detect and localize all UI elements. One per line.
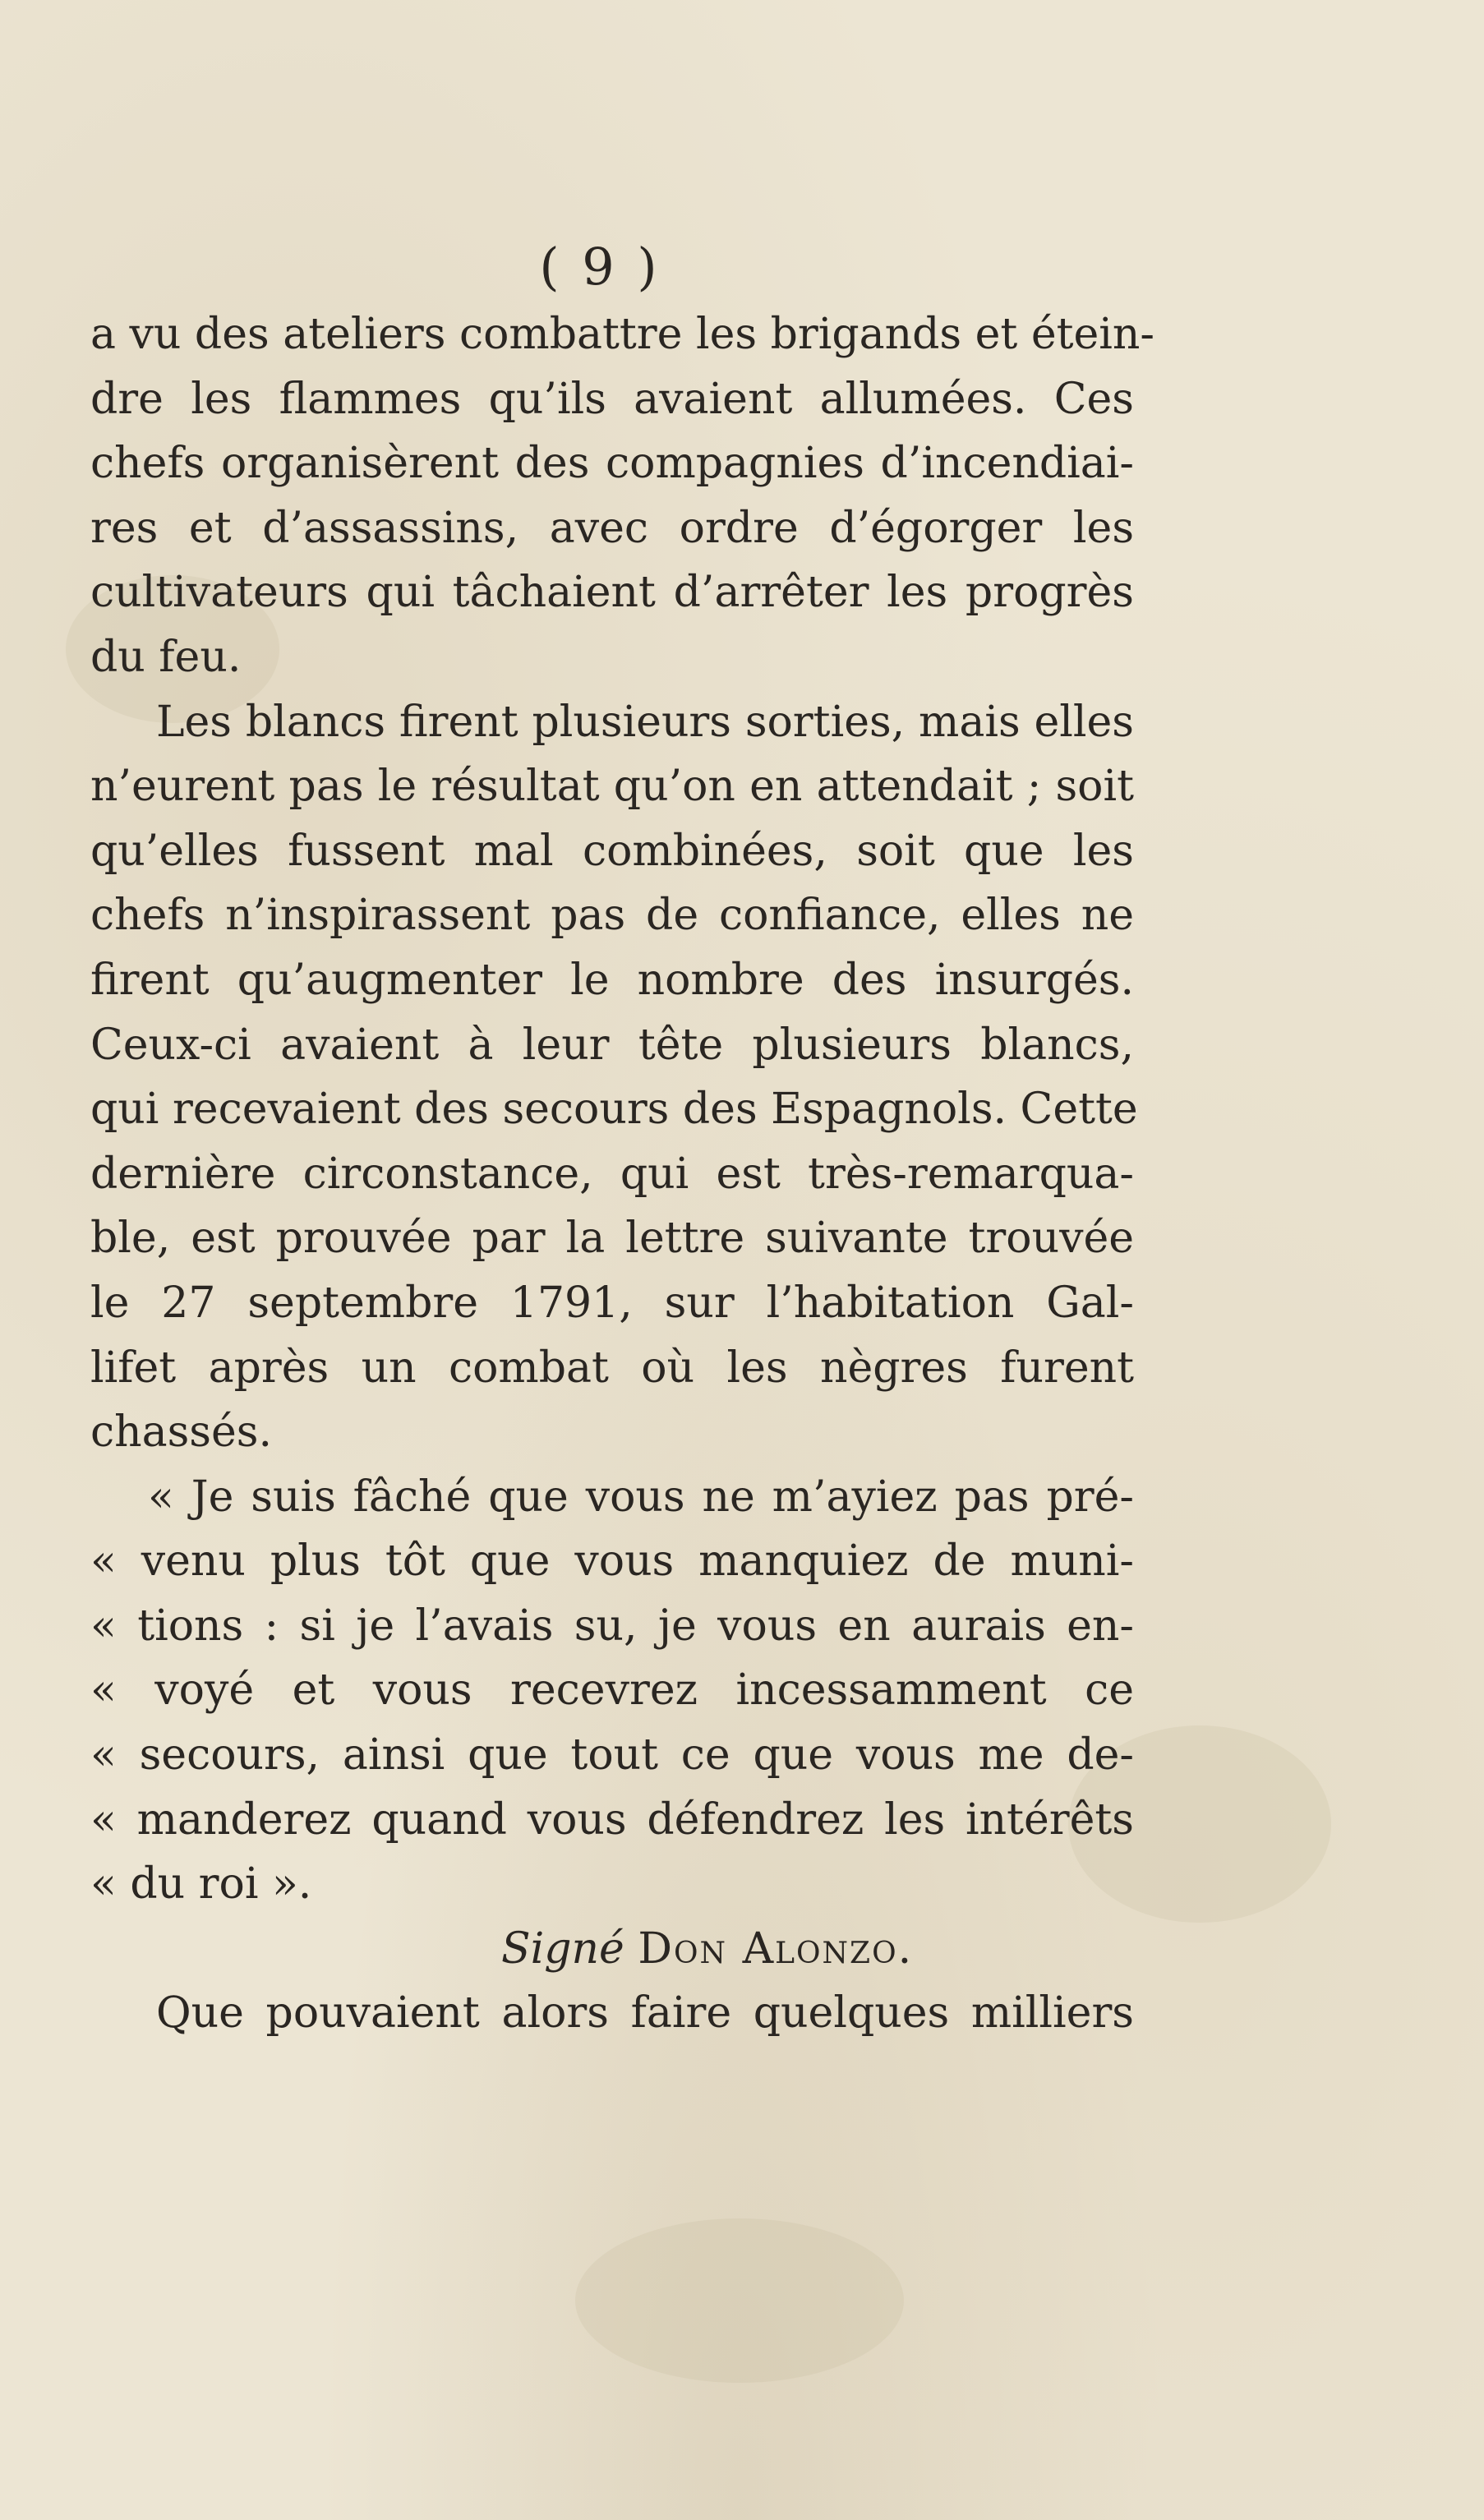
text-line: cultivateurs qui tâchaient d’arrêter les progrès [90,568,1134,618]
body-text [90,302,1154,2046]
letter-line: « du roi ». [90,1859,312,1910]
text-line: qu’elles fussent mal combinées, soit que les [90,826,1134,876]
text-line: chefs organisèrent des compagnies d’incendiai- [90,439,1134,489]
text-line: chassés. [90,1407,272,1458]
text-line: qui recevaient des secours des Espagnols. Cette [90,1085,1138,1135]
text-line: res et d’assassins, avec ordre d’égorger les [90,503,1134,553]
text-line: Que pouvaient alors faire quelques milliers [156,1988,1134,2039]
letter-line: « manderez quand vous défendrez les intérêts [90,1794,1134,1845]
letter-line: « voyé et vous recevrez incessamment ce [90,1665,1134,1716]
text-line: Ceux-ci avaient à leur tête plusieurs blancs, [90,1020,1134,1070]
letter-signature [90,1917,1134,1982]
paragraph-1 [90,302,1154,690]
text-line: du feu. [90,632,242,682]
text-line: a vu des ateliers combattre les brigands et étein- [90,310,1154,359]
text-line: dre les flammes qu’ils avaient allumées. Ces [90,374,1134,424]
text-line: firent qu’augmenter le nombre des insurgés. [90,955,1134,1005]
text-line: dernière circonstance, qui est très-remarqua- [90,1149,1134,1199]
text-line: chefs n’inspirassent pas de confiance, elles ne [90,891,1134,941]
text-line: ble, est prouvée par la lettre suivante trouvée [90,1214,1134,1264]
signer-name: Don Alonzo. [638,1923,914,1974]
letter-line: « venu plus tôt que vous manquiez de muni- [90,1536,1134,1587]
text-line: lifet après un combat où les nègres furent [90,1343,1134,1393]
paragraph-3 [90,1981,1134,2046]
quoted-letter [90,1465,1134,1982]
paragraph-2 [90,690,1138,1465]
page-number: ( 9 ) [539,237,661,297]
letter-line: « tions : si je l’avais su, je vous en aurais en- [90,1601,1134,1651]
signed-label: Signé [501,1923,624,1974]
text-line: n’eurent pas le résultat qu’on en attendait ; soit [90,762,1134,812]
letter-line: « Je suis fâché que vous ne m’ayiez pas pré- [148,1472,1134,1522]
text-line: Les blancs firent plusieurs sorties, mais elles [156,697,1134,747]
text-line: le 27 septembre 1791, sur l’habitation Gal- [90,1278,1134,1328]
letter-line: « secours, ainsi que tout ce que vous me de- [90,1730,1134,1781]
paper-stain [575,2218,904,2383]
